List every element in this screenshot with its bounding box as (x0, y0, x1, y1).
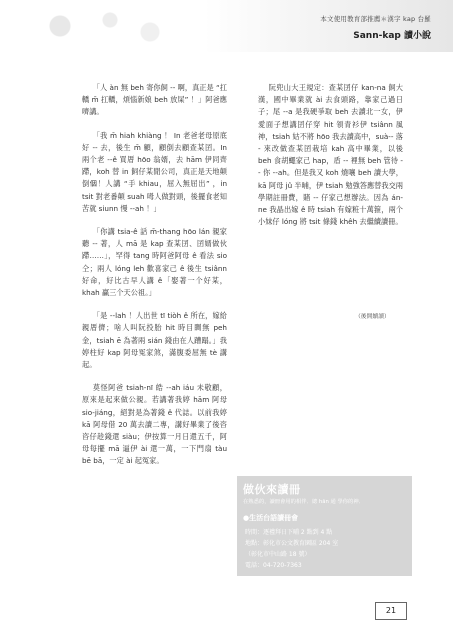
left-column (82, 82, 227, 479)
paragraph: 「我 m̄ hiah khiàng ！ In 老爸老母原底好 -- 去，後生 m̄ 顧，顧倒去顧查某囝。In 兩个老 --ê 買厝 hōo 翁婿，去 hām 伊同齊蹛，koh 替 in 飼仔某閒公司，真正是天地顛倒𪜶！人講 “手 khiau，屈入無屈出” ，in tsit 對老番顛 suah 呣人做對頭，後擺食老知苦就 siunn 慢 --ah ！」 (82, 130, 227, 213)
ad-time: 時間：逐禮拜日下晡 2 點到 4 點 (245, 529, 333, 536)
continued-note: （後開續讀） (355, 314, 390, 320)
paragraph: 莫怪阿爸 tsiah-nī 皓 --ah iáu 未敬顧，原來是起來做公親。若講著我婷 hām 阿母 sio-jiáng，絕對是為著錢 ê 代誌。以前我婷 kā 阿母借 20 萬去讀二專，講好畢業了後咨咨仔趁錢還 siàu；伊按算一月日還五千，阿母每擺 mā 逼伊 ài 還一萬，一下門扇 tàu bē bā，一定 ài 起冤家。 (82, 383, 227, 466)
ad-subtitle: 在熟悉的，讀冊會用的相伴．總 hān 通 學你的神． (243, 499, 364, 505)
paragraph: 「人 àn 無 beh 寄你飼 -- 啊，真正是 “扛轎 m̄ 扛轎，煩惱新娘 beh 放屎” ！」阿爸應嚌講。 (82, 83, 227, 117)
paragraph: 阮兜山大王規定：查某囝仔 kan-na 飼大漢，國中畢業就 ài 去食頭路，靠家己過日子；尾 --a 是我硬爭取 beh 去讀北一女，伊愛面子想講囝仔穿 hit 領青衫伊 tsiânn 風神，tsiah 姑不將 hōo 我去讀高中，suà-- 落 - 來改做查某囝栽培 kah 高中畢業，以後 beh 食胡蠅家己 hap，盾 -- 裡無 beh 管待 -- 你 --ah。但是我又 koh 燒嚷 beh 讀大學，kā 阿母 jû 半晡，伊 tsiah 勉強答應替我交兩學期註冊費，賭 -- 仔家己想辦法。因為 án-ne 我晶出嫁 ê 時 tsiah 有嫁粧十萬箍，兩个小妹仔 lóng 將 tsit 條錢 khêh 去繼續讀冊。 (258, 83, 403, 227)
paragraph: 「是 --lah ！人出世 tī tiòh ê 所在，嫁給親厝儕；啥人叫阮投胎 hit 時目睭無 peh 金，tsiah ē 為著兩 sián 錢由在人蹧蹋。」我婷柱好 kap 阿母冤家煞，滿腹委屈無 tè 講起。 (82, 311, 227, 370)
column-title: Sann-kap 讀小說 (353, 31, 431, 41)
ad-event-name: ●生活台語讀冊會 (243, 514, 299, 522)
right-column (258, 82, 403, 239)
ad-address: （彰化市中山路 18 號） (245, 551, 311, 558)
paragraph: 「你講 tsia-ê 話 m̄-thang hōo lán 親家聽 -- 著，人 mā 是 kap 查某囝、囝婿做伙蹛……」，罕得 tang 時阿爸阿母 ê 看法 sio 仝；兩人 lóng leh 歡喜家己 ê 後生 tsiânn 好命，好比古早人講 ê「娶著一个好某，khah 贏三个天公祖。」 (82, 227, 227, 298)
header-decoration (30, 6, 180, 46)
ad-phone: 電話：04-720-7363 (245, 562, 302, 569)
page-number: 21 (375, 602, 407, 620)
ad-location: 地點：彰化市公文教育園區 204 室 (245, 540, 339, 547)
ad-title: 做伙來讀冊 (243, 483, 301, 496)
header-note: 本文使用教育部推薦＊漢字 kap 台羅 (320, 15, 431, 23)
